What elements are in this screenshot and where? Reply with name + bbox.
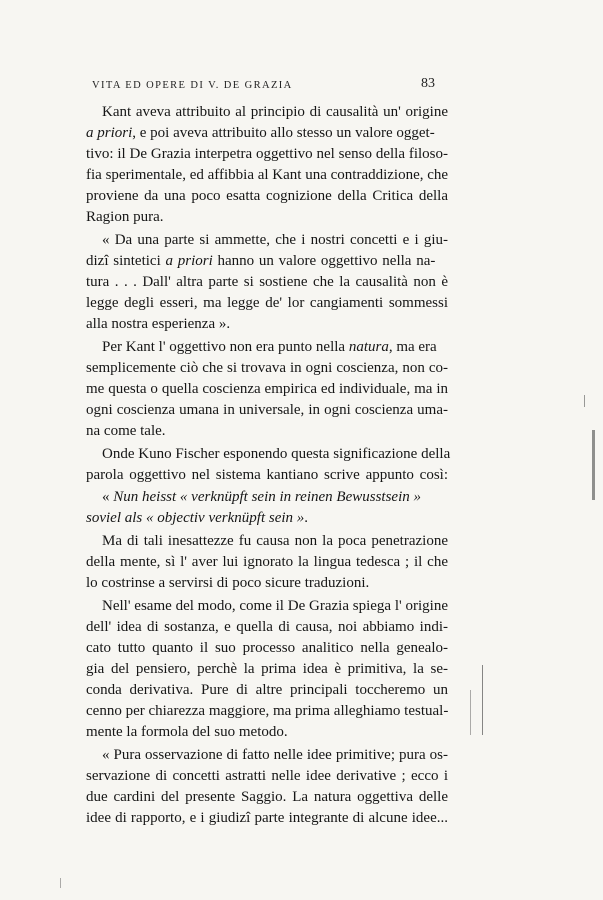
text-line: ogni coscienza umana in universale, in ogni coscienza uma- bbox=[86, 402, 448, 418]
margin-mark bbox=[482, 665, 483, 735]
text-line: dizî sintetici a priori hanno un valore oggettivo nella na- bbox=[86, 253, 436, 269]
text-line: cenno per chiarezza maggiore, ma prima alleghiamo testual- bbox=[86, 703, 449, 719]
text-line: « Da una parte si ammette, che i nostri concetti e i giu- bbox=[102, 232, 448, 248]
margin-mark bbox=[592, 430, 595, 500]
text-line: fia sperimentale, ed affibbia al Kant una contraddizione, che bbox=[86, 167, 449, 183]
text-line: « Pura osservazione di fatto nelle idee primitive; pura os- bbox=[102, 747, 448, 763]
text-line: servazione di concetti astratti nelle idee derivative ; ecco i bbox=[86, 768, 448, 784]
text-line: proviene da una poco esatta cognizione della Critica della bbox=[86, 188, 448, 204]
text-line: Per Kant l' oggettivo non era punto nella natura, ma era bbox=[102, 339, 437, 355]
text-line: parola oggettivo nel sistema kantiano scrive appunto così: bbox=[86, 467, 448, 483]
italic-term: natura bbox=[348, 339, 389, 355]
text-line: semplicemente ciò che si trovava in ogni coscienza, non co- bbox=[86, 360, 448, 376]
text-line: na come tale. bbox=[86, 423, 166, 439]
text-line: lo costrinse a servirsi di poco sicure traduzioni. bbox=[86, 575, 370, 591]
margin-mark bbox=[584, 395, 585, 407]
german-quote: soviel als « objectiv verknüpft sein » bbox=[86, 510, 305, 526]
german-quote: Nun heisst « verknüpft sein in reinen Bewusstsein » bbox=[113, 489, 421, 505]
text-line: legge degli esseri, ma legge de' lor cangiamenti sommessi bbox=[86, 295, 448, 311]
text-line: me questa o quella coscienza empirica ed individuale, ma in bbox=[86, 381, 448, 397]
text-line: gia del pensiero, perchè la prima idea è primitiva, la se- bbox=[86, 661, 448, 677]
text-line: dell' idea di sostanza, e quella di causa, noi abbiamo indi- bbox=[86, 619, 448, 635]
text-line: Ragion pura. bbox=[86, 209, 164, 225]
italic-term: a priori bbox=[86, 125, 133, 141]
italic-term: a priori bbox=[165, 253, 213, 269]
text-line: alla nostra esperienza ». bbox=[86, 316, 231, 332]
text-line: Kant aveva attribuito al principio di causalità un' origine bbox=[102, 104, 448, 120]
text-line: « Nun heisst « verknüpft sein in reinen Bewusstsein » bbox=[102, 489, 421, 505]
text-line: Nell' esame del modo, come il De Grazia spiega l' origine bbox=[102, 598, 448, 614]
text-line: soviel als « objectiv verknüpft sein ». bbox=[86, 510, 309, 526]
text-line: conda derivativa. Pure di altre principali toccheremo un bbox=[86, 682, 448, 698]
text-line: della mente, sì l' aver lui ignorato la lingua tedesca ; il che bbox=[86, 554, 448, 570]
margin-mark bbox=[60, 878, 61, 888]
text-line: idee di rapporto, e i giudizî parte integrante di alcune idee... bbox=[86, 810, 448, 826]
text-line: cato tutto quanto il suo processo analitico nella genealo- bbox=[86, 640, 448, 656]
text-line: tura . . . Dall' altra parte si sostiene che la causalità non è bbox=[86, 274, 448, 290]
text-line: mente la formola del suo metodo. bbox=[86, 724, 288, 740]
text-line: tivo: il De Grazia interpetra oggettivo nel senso della filoso- bbox=[86, 146, 448, 162]
margin-mark bbox=[470, 690, 471, 735]
page-number: 83 bbox=[421, 76, 435, 91]
running-title: VITA ED OPERE DI V. DE GRAZIA bbox=[92, 80, 293, 91]
text-line: due cardini del presente Saggio. La natura oggettiva delle bbox=[86, 789, 448, 805]
text-line: Ma di tali inesattezze fu causa non la poca penetrazione bbox=[102, 533, 448, 549]
text-line: a priori, e poi aveva attribuito allo stesso un valore ogget- bbox=[86, 125, 435, 141]
text-line: Onde Kuno Fischer esponendo questa significazione della bbox=[102, 446, 451, 462]
